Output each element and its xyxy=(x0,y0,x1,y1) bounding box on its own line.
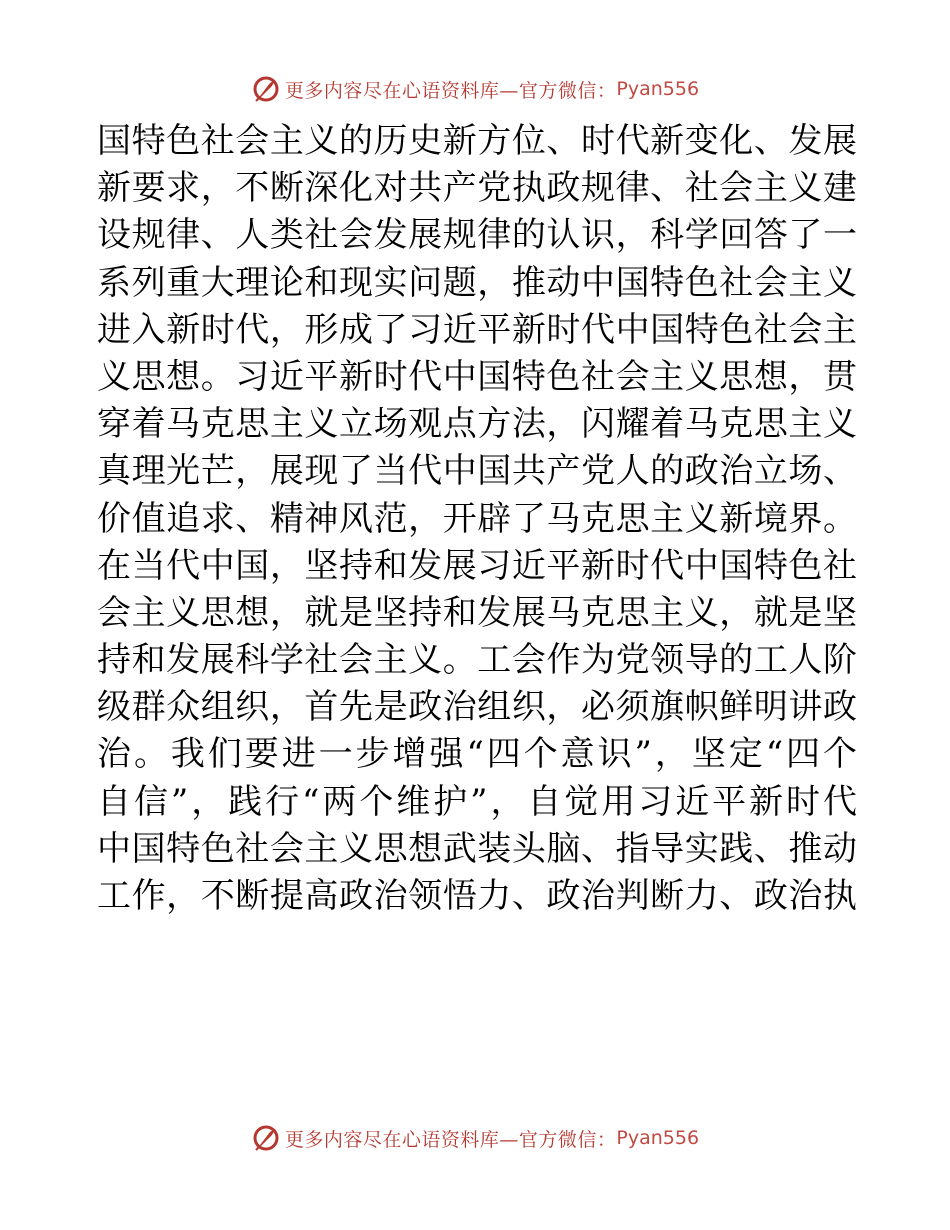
text-line: 自信”，践行“两个维护”，自觉用习近平新时代 xyxy=(97,781,857,822)
text-line: 工作，不断提高政治领悟力、政治判断力、政治执 xyxy=(97,876,857,916)
text-line: 治。我们要进一步增强“四个意识”，坚定“四个 xyxy=(97,734,857,775)
text-line: 在当代中国，坚持和发展习近平新时代中国特色社 xyxy=(97,545,857,586)
header-wechat-id: Pyan556 xyxy=(616,78,700,100)
quill-pen-circle-icon xyxy=(251,74,281,104)
text-line: 义思想。习近平新时代中国特色社会主义思想，贯 xyxy=(97,356,857,397)
text-line: 持和发展科学社会主义。工会作为党领导的工人阶 xyxy=(97,640,857,681)
header-banner xyxy=(0,73,950,105)
text-line: 系列重大理论和现实问题，推动中国特色社会主义 xyxy=(97,262,857,303)
text-line: 进入新时代，形成了习近平新时代中国特色社会主 xyxy=(97,309,857,350)
text-line: 穿着马克思主义立场观点方法，闪耀着马克思主义 xyxy=(97,404,857,445)
text-line: 中国特色社会主义思想武装头脑、指导实践、推动 xyxy=(97,828,857,869)
footer-banner-text: 更多内容尽在心语资料库—官方微信： xyxy=(284,1128,617,1151)
document-body xyxy=(97,118,857,920)
text-line: 价值追求、精神风范，开辟了马克思主义新境界。 xyxy=(97,498,857,539)
text-line: 真理光芒，展现了当代中国共产党人的政治立场、 xyxy=(97,451,857,492)
footer-wechat-id: Pyan556 xyxy=(616,1127,700,1149)
quill-pen-circle-icon xyxy=(251,1123,281,1153)
footer-banner xyxy=(0,1122,950,1154)
text-line: 新要求，不断深化对共产党执政规律、社会主义建 xyxy=(97,168,857,209)
text-line: 国特色社会主义的历史新方位、时代新变化、发展 xyxy=(97,121,857,161)
header-banner-text: 更多内容尽在心语资料库—官方微信： xyxy=(284,79,617,102)
text-line: 级群众组织，首先是政治组织，必须旗帜鲜明讲政 xyxy=(97,687,857,728)
text-line: 设规律、人类社会发展规律的认识，科学回答了一 xyxy=(97,215,857,256)
text-line: 会主义思想，就是坚持和发展马克思主义，就是坚 xyxy=(97,592,857,633)
